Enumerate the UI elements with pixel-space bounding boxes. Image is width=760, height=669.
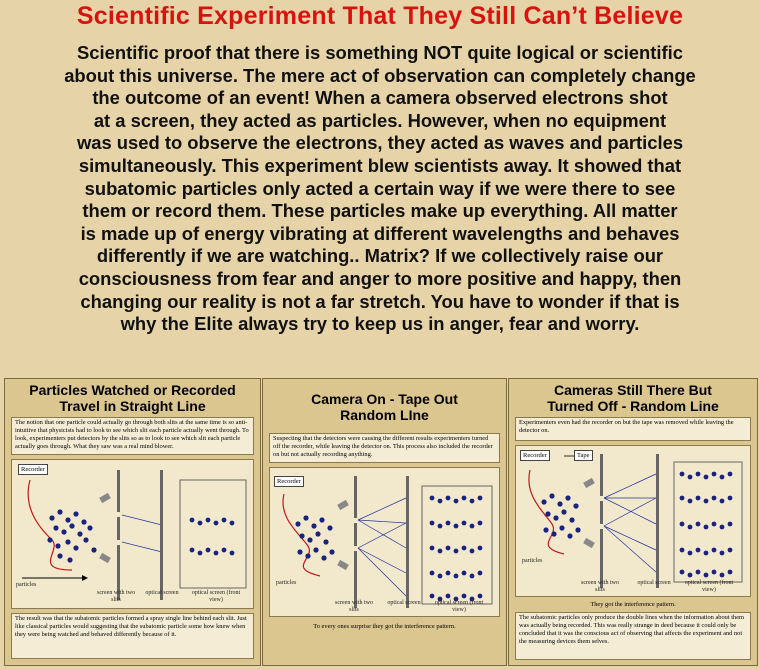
body-line: simultaneously. This experiment blew scientists away. It showed that — [78, 154, 682, 176]
panel-intro-text: The notion that one particle could actually go through both slits at the same time is so anti-intuitive that physicists had to look to see which slit each particle actually went through. To look, experimenters put detectors by the slits so as to look to see which slit each particle actually goes through. What they saw was a real mind blower. — [11, 417, 254, 455]
panel-title-line1: Particles Watched or Recorded — [29, 382, 236, 398]
body-line: differently if we are watching.. Matrix? If we collectively raise our — [96, 245, 664, 267]
panel-watched — [4, 378, 261, 666]
panel-title-line1: Cameras Still There But — [554, 382, 712, 398]
panel-intro-text: Suspecting that the detectors were causing the different results experimenters turned off the recorder, while leaving the detector on. This process also included the recorder on but not actually recording anything. — [269, 433, 500, 463]
panel-result-text: To every ones surprise they got the interference pattern. — [313, 623, 456, 630]
slit-screen-label: screen with two slits — [581, 580, 619, 593]
body-line: Scientific proof that there is something NOT quite logical or scientific — [77, 42, 683, 63]
recorder-box: Recorder — [520, 450, 550, 461]
front-view-label: optical screen (front view) — [434, 600, 484, 613]
panel-result-text: The result was that the subatomic particles formed a spray single line behind each slit. Just like classical particles would suggesting that the subatomic particle some how knew when they were being watched and behaved differently because of it. — [11, 613, 254, 659]
experiment-diagram — [11, 459, 254, 609]
experiment-diagram — [515, 445, 751, 597]
front-view-label: optical screen (front view) — [684, 580, 734, 593]
panel-tape-out — [262, 378, 507, 666]
optical-screen-label: optical screen — [637, 580, 671, 586]
slit-screen-label: screen with two slits — [97, 590, 135, 603]
front-view-label: optical screen (front view) — [191, 590, 241, 603]
optical-screen-label: optical screen — [387, 600, 421, 606]
body-line: changing our reality is not a far stretch. You have to wonder if that is — [80, 290, 680, 312]
panel-title-line2: Random LIne — [340, 407, 429, 423]
recorder-box: Recorder — [274, 476, 304, 487]
body-line: at a screen, they acted as particles. However, when no equipment — [93, 109, 667, 131]
panel-result-text: The subatomic particles only produce the double lines when the information about them was actually being recorded. This was really strange in deed because it could only be concluded that it was the conscious act of observing that affects the experiment and not the measuring devices them selves. — [515, 612, 751, 660]
tape-box: Tape — [574, 450, 593, 461]
optical-screen-label: optical screen — [145, 590, 179, 596]
panel-turned-off — [508, 378, 758, 666]
body-line: consciousness from fear and anger to more positive and happy, then — [78, 267, 682, 289]
experiment-diagram — [269, 467, 500, 617]
panel-title-line2: Travel in Straight Line — [59, 398, 206, 414]
panel-title-line2: Turned Off - Random Line — [547, 398, 719, 414]
panel-title-line1: Camera On - Tape Out — [311, 391, 458, 407]
body-line: is made up of energy vibrating at different wavelengths and behaves — [80, 222, 680, 244]
panel-intro-text: Experimenters even had the recorder on but the tape was removed while leaving the detector on. — [515, 417, 751, 441]
diagram-graphic — [516, 446, 750, 596]
page-title: Scientific Experiment That They Still Can’t Believe — [76, 2, 684, 30]
particles-label: particles — [276, 580, 297, 586]
particles-label: particles — [522, 558, 543, 564]
panel-caption: They got the interference pattern. — [590, 601, 676, 608]
main-paragraph — [20, 42, 740, 336]
body-line: the outcome of an event! When a camera observed electrons shot — [92, 87, 668, 109]
recorder-box: Recorder — [18, 464, 48, 475]
body-line: subatomic particles only acted a certain way if we were there to see — [84, 177, 676, 199]
body-line: why the Elite always try to keep us in anger, fear and worry. — [120, 313, 640, 335]
body-line: about this universe. The mere act of observation can completely change — [64, 64, 696, 86]
slit-screen-label: screen with two slits — [335, 600, 373, 613]
particles-label: particles — [16, 582, 37, 588]
diagram-graphic — [270, 468, 499, 616]
body-line: them or record them. These particles make up everything. All matter — [82, 200, 678, 222]
body-line: was used to observe the electrons, they acted as waves and particles — [76, 132, 684, 154]
